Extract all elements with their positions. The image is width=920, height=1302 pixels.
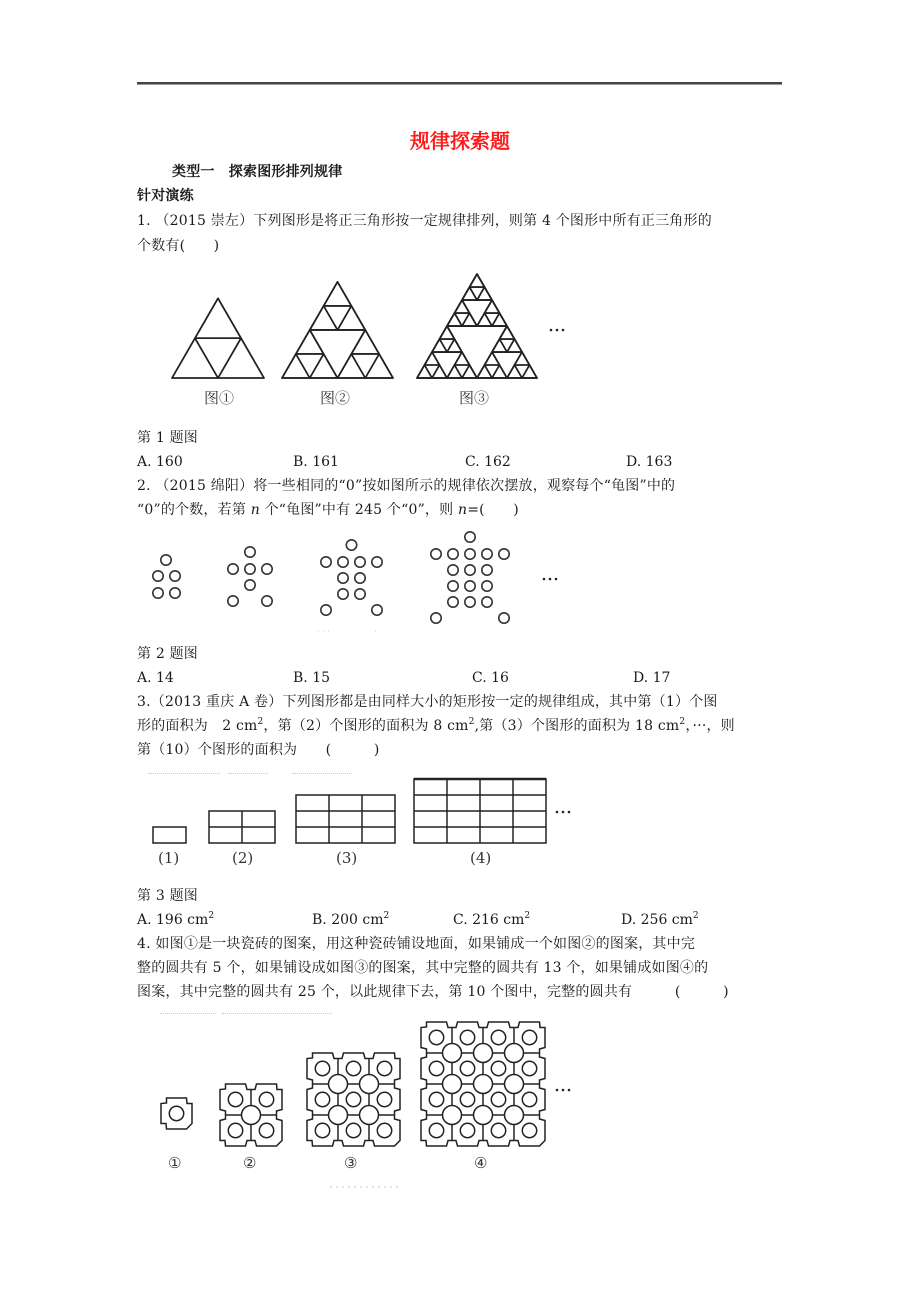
tile-circle [259,1123,273,1137]
tile-circle [522,1092,536,1106]
ellipsis-dots [556,1089,571,1092]
tile-figure-4 [421,1022,545,1146]
question-2-line-2: “0”的个数，若第 n 个“龟图”中有 245 个“0”，则 n=( ) [137,502,519,518]
tile-circle [522,1030,536,1044]
tile-circle [491,1030,505,1044]
question-4-line-2: 整的圆共有 5 个，如果铺设成如图③的图案，其中完整的圆共有 13 个，如果铺成如图④的 [137,960,709,976]
tile-circle [169,1106,183,1120]
tile-circle [228,1123,242,1137]
question-3-line-1: 3.（2013 重庆 A 卷）下列图形都是由同样大小的矩形按一定的规律组成，其中第（1）个图 [137,694,718,710]
tile-circle [429,1123,443,1137]
tile-circle [377,1092,391,1106]
tile-circle [460,1123,474,1137]
tile-outline [307,1053,400,1146]
question-4-line-1: 4. 如图①是一块瓷砖的图案，用这种瓷砖铺设地面，如果铺成一个如图②的图案，其中完 [137,936,696,952]
tile-figure-2 [220,1084,282,1146]
figure-label-3: (3) [336,849,358,867]
corner-circle [505,1044,524,1063]
figure-label-2: (2) [232,849,254,867]
figure-label-3: ③ [344,1154,358,1172]
option-b[interactable]: B. 161 [293,454,339,470]
corner-circle [443,1106,462,1125]
corner-circle [360,1106,379,1125]
figure-label-2: ② [243,1154,257,1172]
corner-circle [443,1044,462,1063]
figure-label-1: 图① [204,389,235,407]
tile-circle [460,1030,474,1044]
tile-circle [522,1123,536,1137]
option-b[interactable]: B. 15 [293,670,331,686]
option-c[interactable]: C. 16 [472,670,509,686]
figure-caption: 第 3 题图 [137,888,199,904]
corner-circle [329,1075,348,1094]
tile-outline [161,1098,192,1129]
figure-label-1: (1) [158,849,180,867]
tile-circle [491,1092,505,1106]
tile-circle [315,1092,329,1106]
tile-circle [377,1061,391,1075]
tile-circle [429,1061,443,1075]
figure-label-2: 图② [320,389,351,407]
question-3-line-2: 形的面积为 2 $cm^2$，第（2）个图形的面积为 8 $cm^2$,第（3）个图形的面积为 18 $cm^2$，···，则 [137,717,735,734]
question-3-line-3: 第（10）个图形的面积为 ( ) [137,742,380,758]
option-b[interactable]: B. 200 $cm^2$ [312,911,390,928]
option-a[interactable]: A. 196 $cm^2$ [137,911,215,928]
figure-caption: 第 2 题图 [137,646,199,662]
tile-circle [259,1092,273,1106]
question-2-line-1: 2. （2015 绵阳）将一些相同的“0”按如图所示的规律依次摆放，观察每个“龟图”中的 [137,478,676,494]
tile-circle [522,1061,536,1075]
figure-label-4: ④ [474,1154,488,1172]
corner-circle [242,1106,261,1125]
tile-circle [491,1123,505,1137]
tile-figure-3 [307,1053,400,1146]
question-1-line-2: 个数有( ) [137,238,220,254]
option-d[interactable]: D. 17 [633,670,671,686]
option-d[interactable]: D. 256 $cm^2$ [621,911,699,928]
option-c[interactable]: C. 162 [465,454,511,470]
tile-figure-1 [161,1098,192,1129]
question-1-line-1: 1. （2015 崇左）下列图形是将正三角形按一定规律排列，则第 4 个图形中所有正三角形的 [137,213,712,229]
tile-circle [429,1030,443,1044]
corner-circle [505,1106,524,1125]
tile-circle [346,1123,360,1137]
document-title: 规律探索题 [410,129,510,153]
corner-circle [505,1075,524,1094]
option-c[interactable]: C. 216 $cm^2$ [453,911,531,928]
corner-circle [360,1075,379,1094]
option-d[interactable]: D. 163 [626,454,673,470]
tile-circle [460,1061,474,1075]
figure-label-3: 图③ [459,389,490,407]
figure-caption: 第 1 题图 [137,430,199,446]
corner-circle [474,1106,493,1125]
corner-circle [443,1075,462,1094]
figure-label-1: ① [168,1154,182,1172]
question-4-line-3: 图案，其中完整的圆共有 25 个，以此规律下去，第 10 个图中，完整的圆共有 ( ) [137,984,729,1000]
section-heading: 类型一 探索图形排列规律 [172,164,343,180]
option-a[interactable]: A. 160 [137,454,183,470]
figure-label-4: (4) [470,849,492,867]
tile-circle [460,1092,474,1106]
tile-circle [346,1092,360,1106]
tile-circle [315,1123,329,1137]
tile-circle [228,1092,242,1106]
option-a[interactable]: A. 14 [137,670,174,686]
tile-circle [491,1061,505,1075]
tile-circle [315,1061,329,1075]
corner-circle [474,1075,493,1094]
corner-circle [474,1044,493,1063]
tile-circle [429,1092,443,1106]
subheading: 针对演练 [137,188,194,204]
tile-circle [377,1123,391,1137]
tile-circle [346,1061,360,1075]
corner-circle [329,1106,348,1125]
